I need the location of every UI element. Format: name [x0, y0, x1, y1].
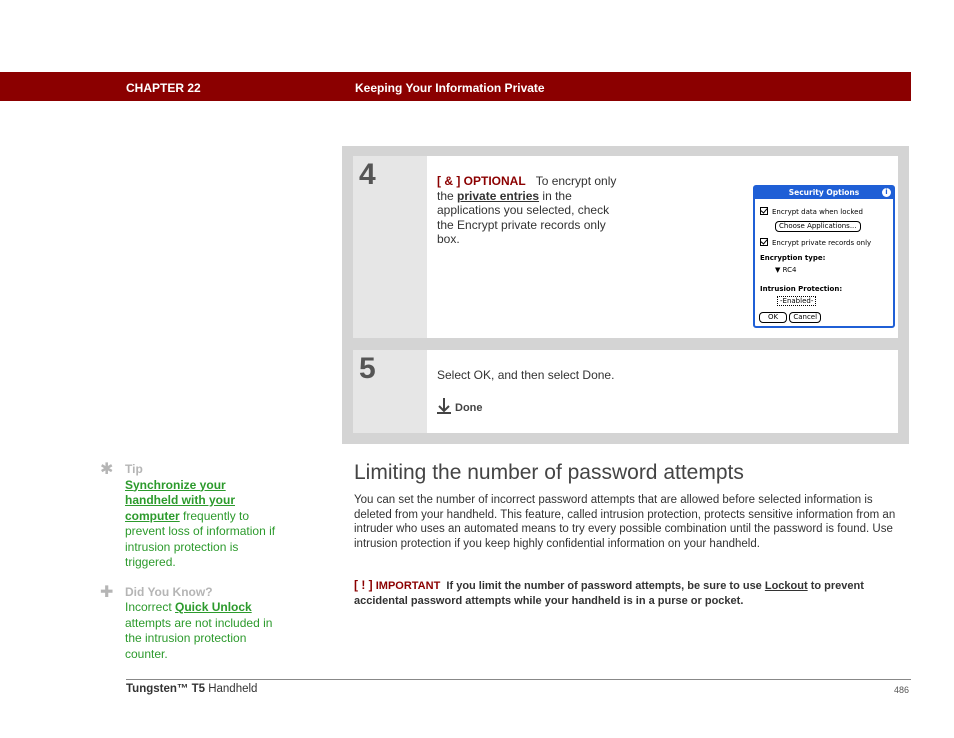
dyk-text-before: Incorrect [125, 600, 176, 614]
tip-text [125, 478, 278, 571]
product-name: Tungsten™ T5 [126, 683, 206, 695]
step-4 [353, 156, 898, 338]
intrusion-protection-label: Intrusion Protection: [760, 285, 843, 293]
footer-divider [126, 679, 911, 680]
asterisk-icon: ✱ [100, 461, 114, 478]
checkbox-checked-icon[interactable] [760, 238, 768, 246]
steps-panel [342, 146, 909, 444]
optional-tag: [ & ] OPTIONAL [437, 174, 526, 188]
choose-applications-row [775, 219, 861, 234]
step-number-cell [353, 350, 427, 433]
did-you-know-block [98, 585, 278, 663]
done-label: Done [455, 402, 483, 414]
info-icon[interactable]: i [882, 188, 891, 197]
did-you-know-text [125, 600, 278, 662]
important-note [354, 578, 910, 609]
tip-body: frequently to prevent loss of information if intrusion protection is triggered. [125, 508, 276, 569]
step-number: 4 [359, 158, 376, 191]
checkbox-checked-icon[interactable] [760, 207, 768, 215]
private-entries-link[interactable]: private entries [457, 188, 540, 203]
step-5 [353, 350, 898, 433]
did-you-know-label: Did You Know? [125, 584, 213, 599]
encrypt-locked-label: Encrypt data when locked [772, 208, 863, 216]
important-bracket: [ ! ] [354, 578, 373, 592]
synchronize-link[interactable]: Synchronize your handheld with your computer [125, 477, 235, 523]
step-5-text: Select OK, and then select Done. [437, 368, 615, 382]
step-content [437, 156, 888, 338]
encrypt-private-label: Encrypt private records only [772, 239, 872, 247]
encrypt-private-row[interactable] [760, 236, 871, 251]
choose-applications-button[interactable]: Choose Applications... [775, 221, 861, 232]
chapter-number: CHAPTER 22 [126, 81, 201, 95]
chapter-header-bar [0, 72, 911, 101]
triangle-down-icon: ▼ [775, 266, 781, 274]
encryption-type-picker[interactable] [775, 263, 796, 278]
done-indicator [437, 398, 483, 416]
dialog-title: Security Options [755, 187, 893, 199]
section-heading: Limiting the number of password attempts [354, 461, 744, 484]
lockout-link[interactable]: Lockout [764, 580, 808, 592]
tip-block [98, 462, 278, 571]
section-paragraph: You can set the number of incorrect password attempts that are allowed before selected information is deleted from your handheld. This feature, called intrusion protection, protects sensitive information from an intruder who uses an automated means to try every possible combination until the password is found. Use intrusion protection if you keep highly confidential information on your handheld. [354, 494, 896, 550]
cancel-button[interactable]: Cancel [789, 312, 821, 323]
intrusion-protection-picker[interactable] [777, 294, 816, 309]
step-4-text [437, 174, 625, 247]
step-number-cell [353, 156, 427, 338]
important-text-after: to prevent accidental password attempts while your handheld is in a purse or pocket. [354, 580, 864, 607]
sidebar [98, 462, 278, 662]
page-number: 486 [894, 685, 910, 695]
dialog-buttons [759, 310, 821, 325]
quick-unlock-link[interactable]: Quick Unlock [175, 600, 252, 614]
encryption-type-value: RC4 [782, 266, 797, 274]
step-number: 5 [359, 352, 376, 385]
plus-icon: ✚ [100, 583, 114, 601]
chapter-title: Keeping Your Information Private [355, 81, 545, 95]
encryption-type-label: Encryption type: [760, 254, 826, 262]
encrypt-locked-row[interactable] [760, 205, 863, 220]
security-options-dialog [753, 185, 895, 328]
step-content [437, 350, 888, 433]
intrusion-protection-value: -Enabled- [777, 296, 816, 306]
step-4-text-before: To encrypt only the [437, 174, 617, 203]
arrow-down-icon [437, 398, 451, 414]
product-suffix: Handheld [205, 683, 258, 695]
important-text-before: If you limit the number of password attempts, be sure to use [446, 580, 765, 592]
dyk-text-after: attempts are not included in the intrusion protection counter. [125, 615, 273, 661]
footer-product [126, 683, 257, 695]
ok-button[interactable]: OK [759, 312, 787, 323]
step-4-text-after: in the applications you selected, check the Encrypt private records only box. [437, 188, 610, 246]
tip-label: Tip [125, 462, 143, 476]
important-label: IMPORTANT [375, 580, 441, 592]
